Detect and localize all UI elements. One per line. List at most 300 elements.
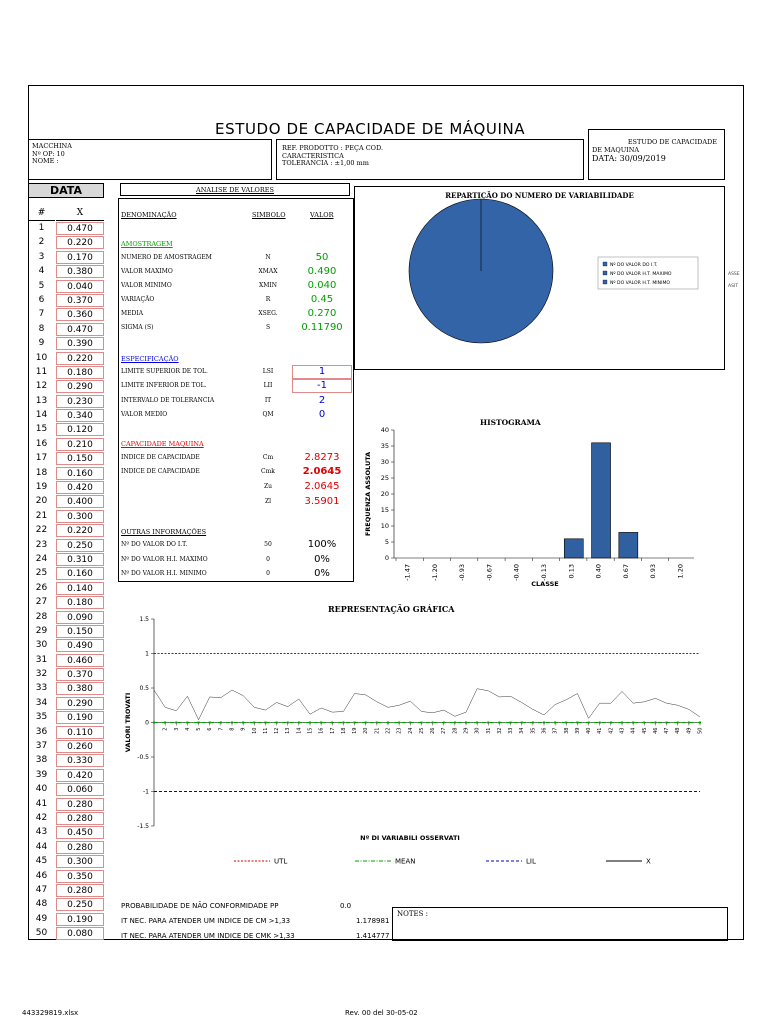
- line-x-tick-label: 13: [285, 727, 292, 734]
- sample-index: 11: [35, 366, 48, 377]
- analysis-label: Nº DO VALOR DO I.T.: [121, 541, 188, 548]
- line-x-tick-label: 42: [608, 727, 615, 734]
- hist-x-tick-label: 0.13: [567, 564, 576, 579]
- line-y-tick-label: -1: [143, 788, 149, 796]
- line-mean-marker: [610, 722, 612, 724]
- line-x-tick-label: 34: [519, 727, 526, 734]
- line-mean-marker: [498, 722, 500, 724]
- line-legend: [230, 854, 660, 868]
- sample-value-cell[interactable]: 0.080: [56, 927, 104, 940]
- tolerance-label: TOLERANCIA : ±1,00 mm: [282, 159, 369, 167]
- pie-legend-swatch: [603, 262, 607, 266]
- line-mean-marker: [420, 722, 422, 724]
- sample-index: 39: [35, 769, 48, 780]
- sample-index: 34: [35, 697, 48, 708]
- sample-index: 17: [35, 453, 48, 464]
- line-x-tick-label: 40: [586, 727, 593, 734]
- sample-value-cell[interactable]: 0.160: [56, 467, 104, 480]
- legend-label-lil: LIL: [526, 857, 536, 866]
- line-x-tick-label: 20: [363, 727, 370, 734]
- line-mean-marker: [153, 722, 155, 724]
- sample-value-cell[interactable]: 0.460: [56, 654, 104, 667]
- line-y-tick-label: 1.5: [139, 616, 149, 623]
- sample-value-cell[interactable]: 0.180: [56, 596, 104, 609]
- line-x-tick-label: 29: [463, 727, 470, 734]
- analysis-symbol: 0: [266, 556, 270, 563]
- hist-y-tick-label: 30: [380, 458, 389, 466]
- header-product-box: [276, 139, 584, 180]
- sample-value-cell[interactable]: 0.150: [56, 452, 104, 465]
- sample-index: 38: [35, 755, 48, 766]
- sample-index: 30: [35, 640, 48, 651]
- line-mean-marker: [231, 722, 233, 724]
- sample-value-cell[interactable]: 0.190: [56, 711, 104, 724]
- hist-x-tick-label: 0.93: [649, 564, 658, 579]
- line-mean-marker: [409, 722, 411, 724]
- analysis-symbol: XMAX: [258, 268, 278, 275]
- cm-value: 1.178981: [356, 917, 390, 925]
- line-mean-marker: [365, 722, 367, 724]
- sample-index: 49: [35, 913, 48, 924]
- line-mean-marker: [220, 722, 222, 724]
- line-x-tick-label: 9: [240, 727, 247, 731]
- col-index-header: #: [28, 208, 55, 221]
- line-x-tick-label: 8: [229, 727, 236, 731]
- histogram-chart: [358, 420, 708, 595]
- line-mean-marker: [198, 722, 200, 724]
- analysis-value: 2.8273: [304, 452, 340, 463]
- line-mean-marker: [164, 722, 166, 724]
- sample-value-cell[interactable]: 0.210: [56, 438, 104, 451]
- hist-bar: [592, 443, 611, 558]
- analysis-symbol: Zl: [264, 498, 272, 505]
- analysis-label: INTERVALO DE TOLERANCIA: [121, 397, 215, 404]
- analysis-symbol: Zu: [263, 483, 273, 490]
- col-simbolo: SIMBOLO: [252, 211, 286, 219]
- pie-legend-label: Nº DO VALOR H.T. MINIMO: [610, 281, 671, 286]
- sample-value-cell[interactable]: 0.110: [56, 726, 104, 739]
- sample-value-cell[interactable]: 0.220: [56, 236, 104, 249]
- line-mean-marker: [599, 722, 601, 724]
- sample-index: 21: [35, 510, 48, 521]
- sample-index: 24: [35, 553, 48, 564]
- line-x-tick-label: 21: [374, 727, 381, 734]
- line-x-tick-label: 11: [262, 727, 269, 734]
- sample-value-cell[interactable]: 0.400: [56, 495, 104, 508]
- analysis-label: VALOR MAXIMO: [121, 268, 173, 275]
- sample-value-cell[interactable]: 0.370: [56, 668, 104, 681]
- line-mean-marker: [276, 722, 278, 724]
- hist-y-tick-label: 20: [380, 490, 389, 498]
- line-x-tick-label: 2: [162, 727, 169, 731]
- line-x-tick-label: 6: [207, 727, 214, 731]
- line-x-tick-label: 27: [441, 727, 448, 734]
- sample-value-cell[interactable]: 0.040: [56, 280, 104, 293]
- line-mean-marker: [465, 722, 467, 724]
- sample-index: 29: [35, 625, 48, 636]
- sample-value-cell[interactable]: 0.250: [56, 539, 104, 552]
- sample-index: 23: [35, 539, 48, 550]
- pie-legend-label: Nº DO VALOR H.T. MAXIMO: [610, 272, 672, 277]
- line-mean-marker: [510, 722, 512, 724]
- sample-value-cell[interactable]: 0.330: [56, 754, 104, 767]
- sample-value-cell[interactable]: 0.450: [56, 826, 104, 839]
- analysis-symbol: XSEG.: [258, 310, 278, 317]
- sample-value-cell[interactable]: 0.470: [56, 323, 104, 336]
- sample-value-cell[interactable]: 0.340: [56, 409, 104, 422]
- line-x-tick-label: 23: [396, 727, 403, 734]
- footer-revision: Rev. 00 del 30-05-02: [345, 1009, 418, 1017]
- sample-value-cell[interactable]: 0.420: [56, 769, 104, 782]
- analysis-value: 100%: [307, 539, 337, 550]
- legend-label-util: UTL: [274, 857, 288, 866]
- machine-label: MACCHINA: [32, 142, 72, 150]
- sample-index: 1: [38, 223, 45, 233]
- sample-value-cell[interactable]: 0.280: [56, 798, 104, 811]
- sample-value-cell[interactable]: 0.150: [56, 625, 104, 638]
- characteristic-label: CARACTERISTICA: [282, 151, 344, 160]
- line-mean-marker: [666, 722, 668, 724]
- section-capacidade: CAPACIDADE MAQUINA: [121, 440, 204, 448]
- sample-value-cell[interactable]: 0.380: [56, 265, 104, 278]
- section-especificacao: ESPECIFICAÇÃO: [121, 355, 179, 363]
- hist-x-tick-label: -0.93: [458, 564, 467, 581]
- line-mean-marker: [342, 722, 344, 724]
- legend-label-x: X: [646, 857, 651, 866]
- line-x-tick-label: 39: [574, 727, 581, 734]
- sample-value-cell[interactable]: 0.230: [56, 395, 104, 408]
- sample-index: 10: [35, 352, 48, 363]
- sample-value-cell[interactable]: 0.370: [56, 294, 104, 307]
- sample-value-cell[interactable]: 0.060: [56, 783, 104, 796]
- analysis-label: LIMITE INFERIOR DE TOL.: [121, 382, 207, 389]
- line-mean-marker: [565, 722, 567, 724]
- line-x-tick-label: 28: [452, 727, 459, 734]
- line-y-axis-label: VALORI TROVATI: [124, 692, 132, 753]
- hist-bar: [564, 539, 583, 558]
- line-y-tick-label: 0.5: [139, 685, 149, 692]
- sample-value-cell[interactable]: 0.470: [56, 222, 104, 235]
- line-chart: [110, 612, 715, 862]
- line-mean-marker: [432, 722, 434, 724]
- hist-x-tick-label: 1.20: [676, 564, 685, 579]
- study-title: ESTUDO DE CAPACIDADE: [627, 138, 717, 146]
- line-x-tick-label: 32: [496, 727, 503, 734]
- analysis-title: [120, 183, 350, 196]
- sample-index: 31: [35, 654, 48, 665]
- sample-value-cell[interactable]: 0.090: [56, 611, 104, 624]
- hist-x-tick-label: -0.13: [540, 564, 548, 581]
- line-x-tick-label: 3: [173, 727, 180, 731]
- analysis-value: 2.0645: [302, 466, 342, 477]
- line-x-tick-label: 36: [541, 727, 548, 734]
- sample-index: 27: [35, 597, 48, 608]
- line-mean-marker: [688, 722, 690, 724]
- hist-y-axis-label: FREQUENZA ASSOLUTA: [364, 451, 372, 537]
- sample-index: 14: [35, 410, 48, 421]
- analysis-value: 3.5901: [304, 496, 340, 507]
- sample-index: 32: [35, 669, 48, 680]
- notes-box[interactable]: [392, 907, 728, 941]
- sample-index: 25: [35, 568, 48, 579]
- sample-value-cell[interactable]: 0.490: [56, 639, 104, 652]
- line-x-tick-label: 33: [508, 727, 515, 734]
- sample-index: 12: [35, 381, 48, 392]
- sample-value-cell[interactable]: 0.140: [56, 582, 104, 595]
- sample-index: 7: [38, 309, 45, 320]
- study-subtitle: DE MAQUINA: [592, 145, 640, 154]
- analysis-value: 2.0645: [304, 481, 340, 492]
- analysis-label: LIMITE SUPERIOR DE TOL.: [121, 368, 208, 375]
- sample-index: 3: [38, 251, 45, 262]
- col-denominacao: DENOMINAÇÃO: [121, 211, 177, 219]
- line-mean-marker: [287, 722, 289, 724]
- analysis-symbol: QM: [262, 411, 274, 418]
- line-mean-marker: [309, 722, 311, 724]
- analysis-label: SIGMA (S): [121, 324, 154, 331]
- line-chart-title: REPRESENTAÇÃO GRÁFICA: [328, 604, 455, 614]
- sample-value-cell[interactable]: 0.220: [56, 352, 104, 365]
- sample-value-cell[interactable]: 0.380: [56, 682, 104, 695]
- analysis-value: 2: [318, 395, 326, 406]
- sample-index: 46: [35, 870, 48, 881]
- footer-file: 443329819.xlsx: [22, 1009, 79, 1017]
- pie-chart-title: REPARTIÇÃO DO NUMERO DE VARIABILIDADE: [445, 191, 634, 200]
- line-mean-marker: [298, 722, 300, 724]
- analysis-label: Nº DO VALOR H.I. MAXIMO: [121, 556, 208, 563]
- study-date: DATA: 30/09/2019: [592, 154, 666, 163]
- analysis-value: 0.270: [307, 308, 337, 319]
- sample-index: 13: [35, 395, 48, 406]
- analysis-value: 0%: [314, 554, 330, 565]
- analysis-value: -1: [317, 380, 327, 391]
- line-mean-marker: [476, 722, 478, 724]
- line-mean-marker: [643, 722, 645, 724]
- line-mean-marker: [209, 722, 211, 724]
- page-title: ESTUDO DE CAPACIDADE DE MÁQUINA: [215, 120, 526, 138]
- line-mean-marker: [398, 722, 400, 724]
- notes-label: NOTES :: [397, 910, 429, 918]
- line-series-x: [154, 689, 700, 720]
- line-y-tick-label: -1.5: [137, 823, 149, 830]
- line-mean-marker: [264, 722, 266, 724]
- line-mean-marker: [175, 722, 177, 724]
- analysis-symbol: S: [265, 324, 271, 331]
- legend-label-mean: MEAN: [395, 857, 416, 866]
- hist-x-tick-label: -1.20: [430, 564, 439, 581]
- col-valor: VALOR: [310, 211, 334, 219]
- sample-value-cell[interactable]: 0.280: [56, 884, 104, 897]
- sample-value-cell[interactable]: 0.260: [56, 740, 104, 753]
- line-mean-marker: [487, 722, 489, 724]
- hist-y-tick-label: 0: [384, 554, 389, 562]
- sample-value-cell[interactable]: 0.390: [56, 337, 104, 350]
- analysis-symbol: R: [265, 296, 271, 303]
- analysis-value: 50: [315, 252, 329, 263]
- line-mean-marker: [677, 722, 679, 724]
- pie-side-label: ASSE: [728, 272, 740, 277]
- pie-legend-swatch: [603, 271, 607, 275]
- hist-x-tick-label: 0.40: [594, 564, 603, 579]
- line-x-tick-label: 10: [251, 727, 258, 734]
- pie-legend-label: Nº DO VALOR DO I.T.: [610, 263, 658, 268]
- analysis-value: 0%: [314, 568, 330, 579]
- line-x-tick-label: 7: [218, 727, 225, 731]
- sample-index: 47: [35, 884, 48, 895]
- cm-label: IT NEC. PARA ATENDER UM INDICE DE CM >1,33: [121, 917, 291, 925]
- sample-value-cell[interactable]: 0.250: [56, 898, 104, 911]
- sample-value-cell[interactable]: 0.280: [56, 812, 104, 825]
- analysis-symbol: 50: [264, 541, 272, 548]
- line-x-tick-label: 19: [352, 727, 359, 734]
- line-x-tick-label: 5: [196, 727, 203, 731]
- sample-index: 41: [35, 798, 48, 809]
- line-mean-marker: [354, 722, 356, 724]
- analysis-label: INDICE DE CAPACIDADE: [121, 468, 200, 475]
- line-x-tick-label: 49: [686, 727, 693, 734]
- prob-value: 0.0: [340, 902, 352, 910]
- sample-index: 15: [35, 424, 48, 435]
- line-x-tick-label: 30: [474, 727, 481, 734]
- line-x-axis-label: Nº DI VARIABILI OSSERVATI: [360, 834, 460, 842]
- sample-index: 2: [38, 237, 45, 248]
- sample-index: 26: [35, 582, 48, 593]
- line-x-tick-label: 47: [664, 727, 671, 734]
- pie-chart: [354, 186, 744, 370]
- line-mean-marker: [588, 722, 590, 724]
- line-x-tick-label: 46: [652, 727, 659, 734]
- line-x-tick-label: 12: [274, 727, 281, 734]
- hist-y-tick-label: 40: [380, 426, 389, 434]
- sample-index: 36: [35, 726, 48, 737]
- sample-value-cell[interactable]: 0.300: [56, 510, 104, 523]
- line-x-tick-label: 24: [407, 727, 414, 734]
- analysis-symbol: Cm: [262, 454, 274, 461]
- line-x-tick-label: 26: [430, 727, 437, 734]
- sample-value-cell[interactable]: 0.290: [56, 697, 104, 710]
- line-mean-marker: [387, 722, 389, 724]
- analysis-value: 0.45: [310, 294, 334, 305]
- sample-index: 45: [35, 856, 48, 867]
- hist-y-tick-label: 15: [380, 506, 389, 514]
- pie-legend-swatch: [603, 280, 607, 284]
- line-mean-marker: [554, 722, 556, 724]
- hist-y-tick-label: 25: [380, 474, 389, 482]
- hist-x-tick-label: -1.47: [403, 564, 412, 581]
- line-x-tick-label: 41: [597, 727, 604, 734]
- sample-index: 9: [38, 338, 45, 349]
- sample-value-cell[interactable]: 0.350: [56, 870, 104, 883]
- line-x-tick-label: 43: [619, 727, 626, 734]
- line-mean-marker: [576, 722, 578, 724]
- header-machine-box: [28, 139, 272, 180]
- line-mean-marker: [654, 722, 656, 724]
- tolerance-input-box[interactable]: [292, 365, 352, 379]
- line-mean-marker: [331, 722, 333, 724]
- cmk-label: IT NEC. PARA ATENDER UM INDICE DE CMK >1,33: [121, 932, 295, 940]
- line-mean-marker: [699, 722, 701, 724]
- sample-index: 8: [38, 323, 45, 334]
- hist-bar: [619, 532, 638, 558]
- line-mean-marker: [543, 722, 545, 724]
- tolerance-input-box[interactable]: [292, 379, 352, 393]
- line-x-tick-label: 25: [418, 727, 425, 734]
- sample-value-cell[interactable]: 0.180: [56, 366, 104, 379]
- line-y-tick-label: -0.5: [137, 754, 149, 761]
- hist-x-axis-label: CLASSE: [531, 580, 559, 588]
- sample-value-cell[interactable]: 0.280: [56, 841, 104, 854]
- analysis-symbol: IT: [264, 397, 272, 404]
- analysis-label: VARIAÇÃO: [121, 296, 155, 303]
- sample-index: 37: [35, 741, 48, 752]
- sample-value-cell[interactable]: 0.170: [56, 251, 104, 264]
- sample-value-cell[interactable]: 0.420: [56, 481, 104, 494]
- analysis-value: 1: [318, 366, 326, 377]
- sample-index: 43: [35, 827, 48, 838]
- product-ref: REF. PRODOTTO : PEÇA COD.: [282, 144, 384, 152]
- line-y-tick-label: 0: [145, 719, 149, 727]
- line-x-tick-label: 16: [318, 727, 325, 734]
- col-x-header: X: [56, 208, 104, 221]
- analysis-symbol: XMIN: [258, 282, 278, 289]
- line-x-tick-label: 48: [675, 727, 682, 734]
- sample-value-cell[interactable]: 0.220: [56, 524, 104, 537]
- analysis-label: Nº DO VALOR H.I. MINIMO: [121, 570, 207, 577]
- analysis-label: INDICE DE CAPACIDADE: [121, 454, 200, 461]
- sample-index: 28: [35, 611, 48, 622]
- analysis-symbol: Cmk: [261, 468, 275, 475]
- data-header: DATA: [28, 183, 104, 198]
- sample-index: 16: [35, 438, 48, 449]
- sample-value-cell[interactable]: 0.160: [56, 567, 104, 580]
- hist-x-tick-label: 0.67: [621, 564, 630, 579]
- sample-index: 22: [35, 525, 48, 536]
- analysis-label: VALOR MEDIO: [121, 411, 168, 418]
- sample-value-cell[interactable]: 0.360: [56, 308, 104, 321]
- sample-index: 50: [35, 928, 48, 939]
- analysis-label: NUMERO DE AMOSTRAGEM: [121, 254, 212, 261]
- line-x-tick-label: 15: [307, 727, 314, 734]
- pie-side-label: ASIT: [728, 284, 739, 289]
- sample-value-cell[interactable]: 0.120: [56, 423, 104, 436]
- analysis-title-text: ANALISE DE VALORES: [196, 186, 274, 194]
- analysis-label: VALOR MINIMO: [121, 282, 172, 289]
- sample-index: 42: [35, 812, 48, 823]
- sample-value-cell[interactable]: 0.310: [56, 553, 104, 566]
- sample-index: 33: [35, 683, 48, 694]
- hist-y-tick-label: 10: [380, 522, 389, 530]
- analysis-symbol: LII: [263, 382, 273, 389]
- line-x-tick-label: 38: [563, 727, 570, 734]
- sample-index: 18: [35, 467, 48, 478]
- line-mean-marker: [454, 722, 456, 724]
- sample-value-cell[interactable]: 0.190: [56, 913, 104, 926]
- sample-index: 5: [38, 280, 45, 291]
- line-mean-marker: [320, 722, 322, 724]
- sample-index: 20: [35, 496, 48, 507]
- hist-y-tick-label: 5: [384, 538, 389, 546]
- line-mean-marker: [521, 722, 523, 724]
- line-mean-marker: [253, 722, 255, 724]
- header-study-box: [588, 129, 725, 180]
- sample-value-cell[interactable]: 0.290: [56, 380, 104, 393]
- line-mean-marker: [621, 722, 623, 724]
- sample-index: 44: [35, 841, 48, 852]
- sample-value-cell[interactable]: 0.300: [56, 855, 104, 868]
- histogram-title: HISTOGRAMA: [480, 418, 541, 427]
- line-x-tick-label: 4: [184, 727, 191, 731]
- line-x-tick-label: 37: [552, 727, 559, 734]
